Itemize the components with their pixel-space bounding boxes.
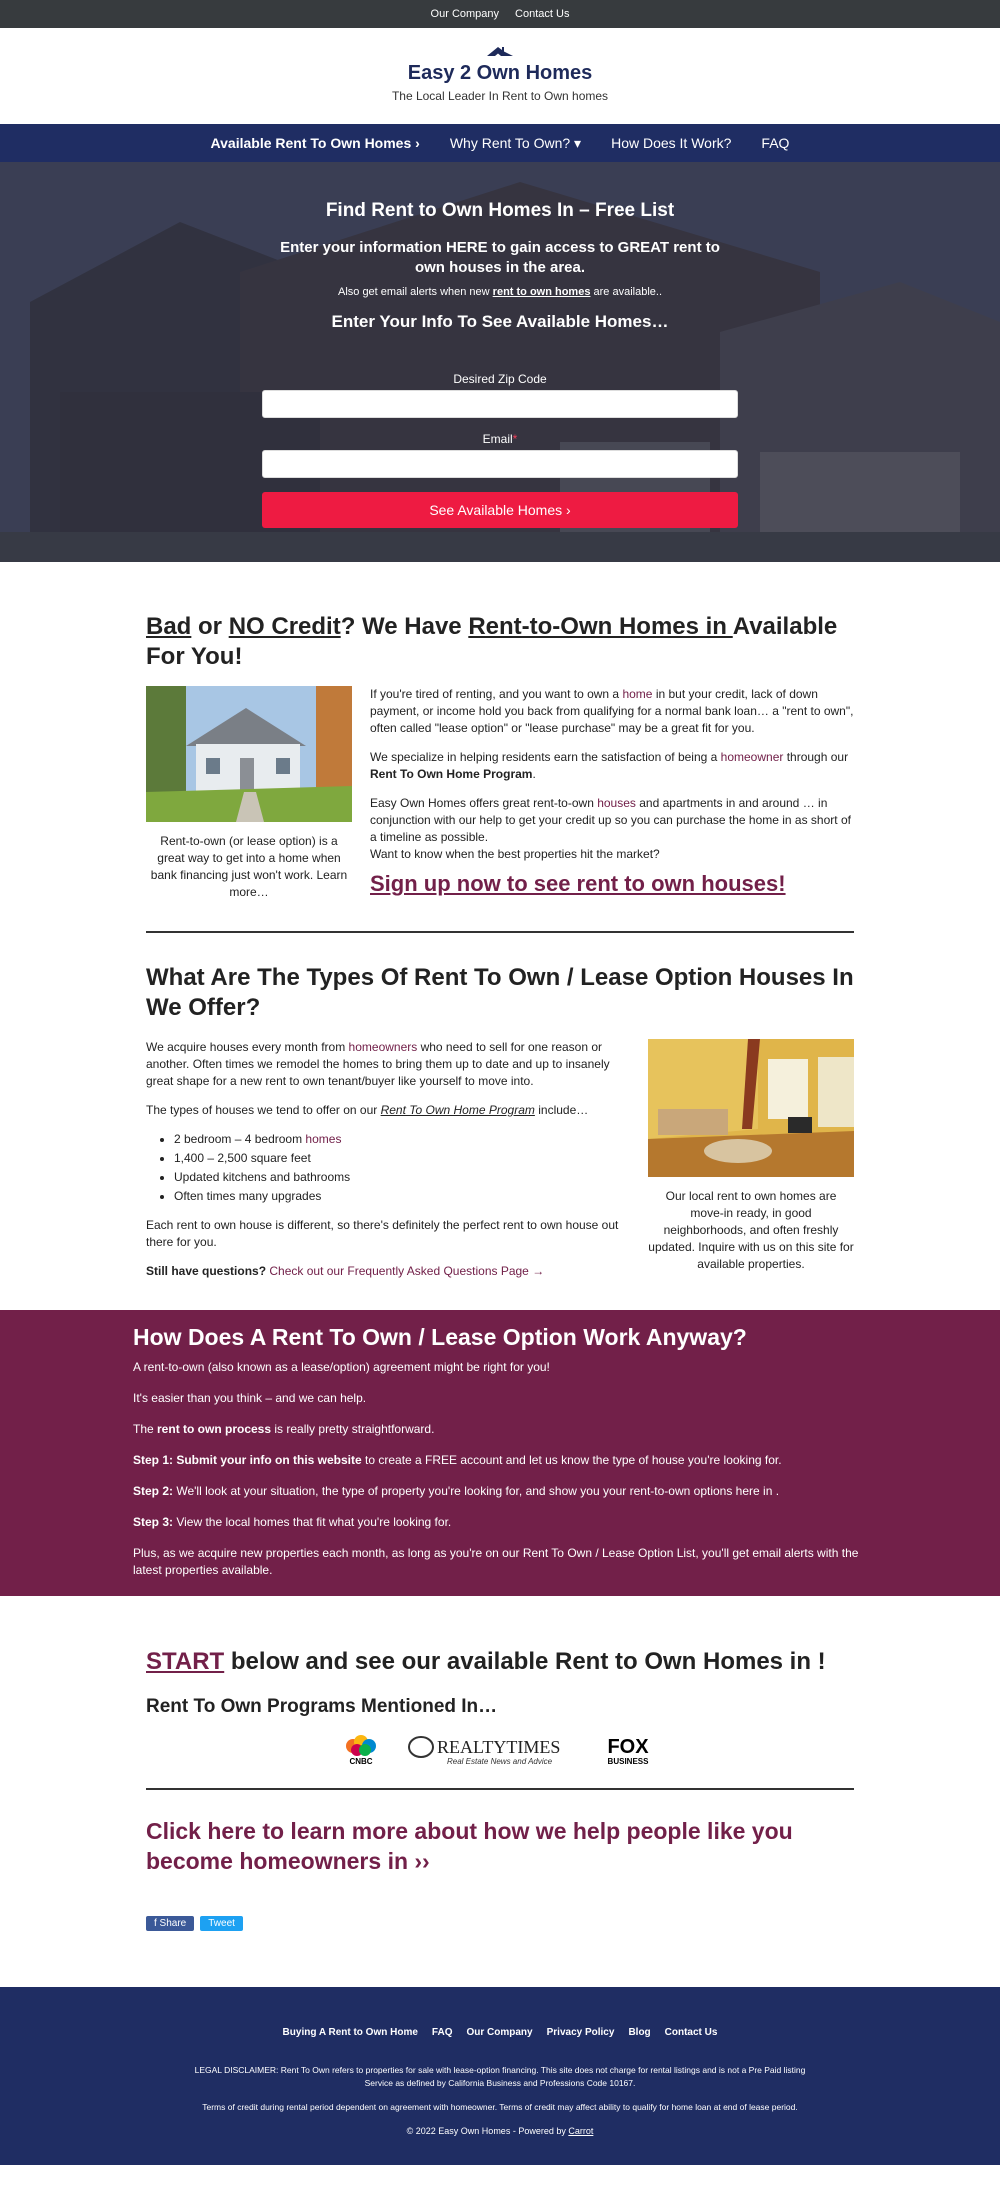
how-p3-bold: rent to own process (157, 1422, 272, 1436)
step3-text: View the local homes that fit what you're looking for. (173, 1515, 452, 1529)
business-logo-text: BUSINESS (607, 1757, 649, 1766)
bad-credit-section (146, 562, 854, 1292)
section1-text (370, 686, 854, 901)
list-item: • Often times many upgrades (174, 1188, 630, 1205)
living-room-photo-image (648, 1039, 854, 1177)
email-label (262, 432, 738, 446)
realty-times-logo (407, 1733, 571, 1767)
start-link[interactable]: START (146, 1648, 225, 1675)
heading-mid: ? We Have (340, 613, 469, 640)
hero-content (0, 162, 1000, 528)
section1-row (146, 686, 854, 901)
section1-p3 (370, 795, 854, 863)
main-nav (0, 124, 1000, 162)
section1-p2 (370, 749, 854, 783)
heading-no-credit: NO Credit (228, 613, 341, 640)
p3-a: Easy Own Homes offers great rent-to-own (370, 796, 598, 810)
s2-p2-a: The types of houses we tend to offer on our (146, 1103, 381, 1117)
divider (146, 1788, 854, 1790)
link-homeowner[interactable]: homeowner (720, 750, 784, 764)
zip-code-input[interactable] (262, 390, 738, 418)
p3-b: and apartments in and around … in conjunction with our help to get your credit up so you can purchase the home in as short of a timeline as possible. (370, 796, 851, 844)
footer-link-blog[interactable]: Blog (628, 2027, 651, 2038)
fox-logo-text: FOX (607, 1736, 649, 1758)
step2-bold: Step 2: (133, 1484, 174, 1498)
house-photo-image (146, 686, 352, 822)
how-p2: It's easier than you think – and we can help. (133, 1391, 367, 1405)
s2-p2-b: include… (534, 1103, 589, 1117)
footer-links (0, 2027, 1000, 2038)
p2-c: . (532, 767, 536, 781)
step2-text: We'll look at your situation, the type of property you're looking for, and show you your rent-to-own options here in . (173, 1484, 780, 1498)
link-our-company[interactable]: Our Company (430, 8, 500, 20)
section2-p1 (146, 1039, 630, 1090)
link-houses[interactable]: houses (597, 796, 636, 810)
s2-p1-b: who need to sell for one reason or another. Often times we remodel the homes to bring them up to date and up to insanely great shape for a new rent to own tenant/buyer like yourself to move into. (146, 1040, 610, 1088)
hero-alerts-text (0, 286, 1000, 298)
house-types-list (174, 1131, 630, 1205)
footer-link-buying[interactable]: Buying A Rent to Own Home (282, 2027, 418, 2038)
list-item (174, 1131, 630, 1148)
heading-bad: Bad (146, 613, 192, 640)
section1-heading (146, 612, 854, 672)
step1-bold: Step 1: Submit your info on this website (133, 1453, 362, 1467)
alerts-post: are available.. (590, 286, 662, 298)
p1-b: in but your credit, lack of down payment, or income hold you back from qualifying for a normal bank loan… a "rent to own", often called "lease option" or "lease purchase" may be a great fit for you. (370, 687, 854, 735)
hero-title: Find Rent to Own Homes In – Free List (325, 200, 675, 221)
how-heading: How Does A Rent To Own / Lease Option Work Anyway? (133, 1324, 747, 1350)
mentioned-heading: Rent To Own Programs Mentioned In… (146, 1696, 498, 1717)
credit-disclaimer: Terms of credit during rental period dependent on agreement with homeowner. Terms of credit may affect ability to qualify for home loan at end of lease period. (202, 2102, 798, 2112)
footer-link-privacy[interactable]: Privacy Policy (546, 2027, 615, 2038)
zip-label: Desired Zip Code (453, 372, 547, 386)
house-logo-icon (485, 44, 515, 58)
share-buttons (146, 1916, 854, 1931)
press-logos (146, 1732, 854, 1768)
faq-page-link[interactable]: Check out our Frequently Asked Questions Page → (269, 1264, 545, 1278)
s2-p1-a: We acquire houses every month from (146, 1040, 349, 1054)
footer-link-company[interactable]: Our Company (466, 2027, 533, 2038)
how-p1: A rent-to-own (also known as a lease/option) agreement might be right for you! (133, 1360, 550, 1374)
step1-text: to create a FREE account and let us know the type of house you're looking for. (361, 1453, 782, 1467)
site-name[interactable]: Easy 2 Own Homes (407, 62, 593, 84)
section2-p3: Each rent to own house is different, so there's definitely the perfect rent to own house out there for you. (146, 1218, 619, 1249)
link-homeowners[interactable]: homeowners (348, 1040, 418, 1054)
nav-faq[interactable]: FAQ (761, 135, 790, 151)
carrot-link[interactable]: Carrot (568, 2126, 594, 2136)
fox-business-logo (597, 1733, 659, 1767)
how-step2 (133, 1483, 867, 1500)
how-step3 (133, 1514, 867, 1531)
site-header (0, 28, 1000, 124)
cnbc-logo (341, 1734, 381, 1766)
section1-figure (146, 686, 352, 901)
heading-rent-to-own-link[interactable]: Rent-to-Own Homes in (468, 613, 733, 640)
p2-a: We specialize in helping residents earn the satisfaction of being a (370, 750, 721, 764)
footer-link-faq[interactable]: FAQ (431, 2027, 453, 2038)
realty-times-logo-sub: Real Estate News and Advice (447, 1757, 553, 1766)
footer-link-contact[interactable]: Contact Us (664, 2027, 718, 2038)
link-program[interactable]: Rent To Own Home Program (380, 1103, 535, 1117)
section2-heading: What Are The Types Of Rent To Own / Lease Option Houses In We Offer? (146, 964, 854, 1021)
site-footer (0, 1987, 1000, 2165)
start-section (146, 1596, 854, 1931)
section2-p2 (146, 1102, 630, 1119)
email-label-text: Email (482, 432, 513, 446)
alerts-pre: Also get email alerts when new (337, 286, 493, 298)
nav-how-it-works[interactable]: How Does It Work? (611, 135, 732, 151)
copyright (0, 2126, 1000, 2136)
section2-figure (648, 1039, 854, 1292)
hero-subtitle: Enter Your Info To See Available Homes… (331, 312, 669, 331)
how-p3-b: is really pretty straightforward. (271, 1422, 435, 1436)
questions-bold: Still have questions? (146, 1264, 267, 1278)
tweet-button[interactable]: Tweet (200, 1916, 243, 1931)
list-item: • Updated kitchens and bathrooms (174, 1169, 630, 1186)
link-home[interactable]: home (622, 687, 653, 701)
bullet-text: 2 bedroom – 4 bedroom (174, 1132, 306, 1146)
section2-text (146, 1039, 630, 1292)
copyright-text: © 2022 Easy Own Homes - Powered by (406, 2126, 569, 2136)
learn-more-link[interactable]: Click here to learn more about how we help people like you become homeowners in ›› (146, 1818, 793, 1874)
p2-bold: Rent To Own Home Program (370, 767, 533, 781)
signup-link[interactable]: Sign up now to see rent to own houses! (370, 871, 786, 896)
lead-form (262, 372, 738, 528)
section1-caption: Rent-to-own (or lease option) is a great way to get into a home when bank financing just won't work. Learn more… (150, 834, 348, 899)
list-item: • 1,400 – 2,500 square feet (174, 1150, 630, 1167)
heading-or: or (191, 613, 229, 640)
section2-questions (146, 1263, 630, 1280)
link-rent-to-own-homes[interactable]: rent to own homes (492, 286, 591, 298)
section1-p1 (370, 686, 854, 737)
link-homes[interactable]: homes (305, 1132, 342, 1146)
hero-lead: Enter your information HERE to gain access to GREAT rent to own houses in the area. (280, 239, 720, 276)
how-it-works-section (0, 1310, 1000, 1596)
nav-available-homes[interactable]: Available Rent To Own Homes › (210, 135, 420, 151)
link-contact-us[interactable]: Contact Us (515, 8, 570, 20)
how-p3 (133, 1421, 867, 1438)
step3-bold: Step 3: (133, 1515, 174, 1529)
p1-a: If you're tired of renting, and you want to own a (370, 687, 623, 701)
email-input[interactable] (262, 450, 738, 478)
section2-caption: Our local rent to own homes are move-in ready, in good neighborhoods, and often freshly updated. Inquire with us on this site for available properties. (648, 1189, 854, 1271)
heading-end: Available For You! (146, 613, 838, 670)
start-heading-rest: below and see our available Rent to Own Homes in ! (224, 1648, 826, 1675)
required-mark: * (512, 432, 518, 446)
divider (146, 931, 854, 933)
start-heading (146, 1648, 854, 1676)
realty-times-logo-text: REALTYTIMES (437, 1737, 561, 1757)
legal-disclaimer: LEGAL DISCLAIMER: Rent To Own refers to properties for sale with lease-option financing. This site does not charge for rental listings and is not a Pre Paid listing Service as defined by California Business and Professions Code 10167. (194, 2065, 806, 2088)
section2-row (146, 1039, 854, 1292)
how-p4: Plus, as we acquire new properties each month, as long as you're on our Rent To Own / Lease Option List, you'll get email alerts with the latest properties available. (133, 1546, 859, 1577)
p2-b: through our (783, 750, 849, 764)
cnbc-logo-text: CNBC (349, 1757, 373, 1766)
top-utility-bar (0, 0, 1000, 28)
see-available-homes-button[interactable]: See Available Homes › (262, 492, 738, 528)
hero-section (0, 162, 1000, 562)
how-p3-a: The (133, 1422, 158, 1436)
p3-c: Want to know when the best properties hit the market? (370, 847, 660, 861)
facebook-share-button[interactable]: f Share (146, 1916, 194, 1931)
nav-why-rent-to-own[interactable]: Why Rent To Own? ▾ (449, 134, 582, 151)
how-step1 (133, 1452, 867, 1469)
site-tagline: The Local Leader In Rent to Own homes (391, 89, 609, 103)
